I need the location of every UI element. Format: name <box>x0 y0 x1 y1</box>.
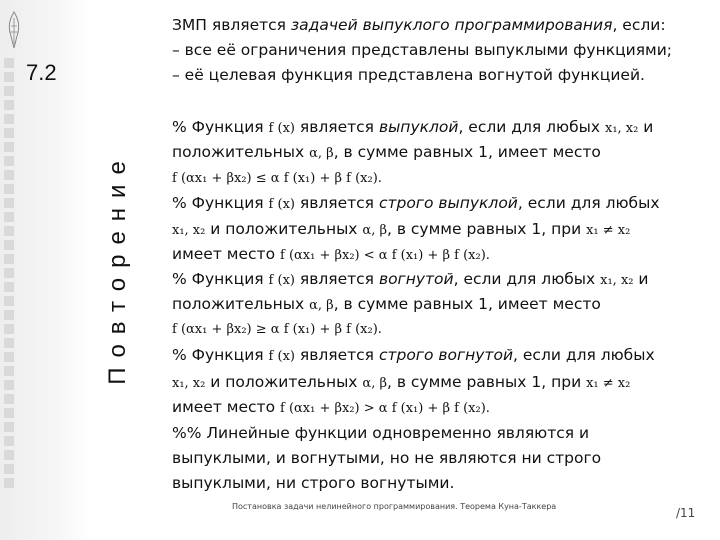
decorative-square <box>4 464 14 474</box>
decorative-square <box>4 212 14 222</box>
def-text: и положительных <box>205 373 363 391</box>
header-line-3: – её целевая функция представлена вогнутой функцией. <box>172 66 645 84</box>
math-fx: f (x) <box>268 197 295 212</box>
header-term: задачей выпуклого программирования <box>290 16 613 34</box>
math-fx: f (x) <box>268 273 295 288</box>
header-text: , если: <box>612 16 666 34</box>
def-strict-concave-line-3 <box>172 398 490 418</box>
math-alpha-beta: α, β <box>362 223 387 238</box>
def-term: строго вогнутой <box>378 346 514 364</box>
def-marker: % Функция <box>172 346 269 364</box>
formula-strict-convex: f (αx₁ + βx₂) < α f (x₁) + β f (x₂). <box>280 248 490 263</box>
vertical-title: Повторение <box>104 151 131 385</box>
logo-icon <box>5 10 23 50</box>
decorative-square <box>4 478 14 488</box>
def-text: , если для любых <box>453 270 601 288</box>
decorative-square <box>4 282 14 292</box>
header-line-1 <box>172 16 666 34</box>
decorative-square <box>4 380 14 390</box>
decorative-square <box>4 310 14 320</box>
decorative-square <box>4 128 14 138</box>
header-line-2: – все её ограничения представлены выпуклыми функциями; <box>172 41 673 59</box>
decorative-square <box>4 86 14 96</box>
decorative-squares-column <box>0 0 22 540</box>
def-marker: % Функция <box>172 194 269 212</box>
decorative-square <box>4 324 14 334</box>
decorative-square <box>4 72 14 82</box>
def-strict-convex-line-3 <box>172 245 490 265</box>
def-text: положительных <box>172 295 310 313</box>
decorative-square <box>4 240 14 250</box>
math-x1x2: x₁, x₂ <box>172 223 206 238</box>
decorative-square <box>4 254 14 264</box>
decorative-square <box>4 268 14 278</box>
decorative-square <box>4 394 14 404</box>
def-text: имеет место <box>172 245 280 263</box>
def-text: положительных <box>172 143 310 161</box>
decorative-square <box>4 142 14 152</box>
math-fx: f (x) <box>268 121 295 136</box>
def-text: , если для любых <box>458 118 605 136</box>
def-convex-line-2 <box>172 143 601 163</box>
def-text: и <box>633 270 649 288</box>
sidebar <box>0 0 90 540</box>
formula-convex: f (αx₁ + βx₂) ≤ α f (x₁) + β f (x₂). <box>172 171 382 186</box>
def-text: является <box>294 346 379 364</box>
note-line-3: выпуклыми, ни строго вогнутыми. <box>172 474 455 492</box>
def-text: является <box>294 118 379 136</box>
math-alpha-beta: α, β <box>309 146 334 161</box>
def-marker: % Функция <box>172 118 269 136</box>
note-line-2: выпуклыми, и вогнутыми, но не являются ни строго <box>172 449 602 467</box>
def-term: вогнутой <box>378 270 454 288</box>
def-text: является <box>294 194 379 212</box>
formula-strict-concave: f (αx₁ + βx₂) > α f (x₁) + β f (x₂). <box>280 401 490 416</box>
decorative-square <box>4 338 14 348</box>
footer-caption: Постановка задачи нелинейного программирования. Теорема Куна-Таккера <box>232 502 557 511</box>
def-strict-concave-line-2 <box>172 373 630 393</box>
def-text: и положительных <box>205 220 363 238</box>
def-text: имеет место <box>172 398 280 416</box>
math-x1x2: x₁, x₂ <box>172 376 206 391</box>
def-term: строго выпуклой <box>378 194 518 212</box>
formula-concave: f (αx₁ + βx₂) ≥ α f (x₁) + β f (x₂). <box>172 322 382 337</box>
math-x1x2: x₁, x₂ <box>600 273 634 288</box>
decorative-square <box>4 114 14 124</box>
decorative-square <box>4 198 14 208</box>
decorative-square <box>4 156 14 166</box>
decorative-square <box>4 436 14 446</box>
def-strict-convex-line-1 <box>172 194 660 214</box>
decorative-square <box>4 184 14 194</box>
def-text: и <box>638 118 654 136</box>
def-text: , в сумме равных 1, при <box>386 220 587 238</box>
def-concave-line-1 <box>172 270 649 290</box>
def-text: , в сумме равных 1, имеет место <box>333 295 601 313</box>
def-concave-line-2 <box>172 295 601 315</box>
def-text: , если для любых <box>517 194 660 212</box>
decorative-square <box>4 422 14 432</box>
section-number: 7.2 <box>26 60 57 85</box>
math-x1-neq-x2: x₁ ≠ x₂ <box>586 376 631 391</box>
def-marker: % Функция <box>172 270 269 288</box>
decorative-square <box>4 100 14 110</box>
header-text: ЗМП является <box>172 16 291 34</box>
decorative-square <box>4 296 14 306</box>
def-text: , в сумме равных 1, при <box>386 373 587 391</box>
decorative-square <box>4 366 14 376</box>
def-text: , если для любых <box>513 346 655 364</box>
def-strict-convex-line-2 <box>172 220 630 240</box>
decorative-square <box>4 170 14 180</box>
math-x1-neq-x2: x₁ ≠ x₂ <box>586 223 631 238</box>
decorative-square <box>4 352 14 362</box>
decorative-square <box>4 58 14 68</box>
math-alpha-beta: α, β <box>362 376 387 391</box>
def-text: , в сумме равных 1, имеет место <box>333 143 601 161</box>
math-fx: f (x) <box>268 349 295 364</box>
note-line-1: %% Линейные функции одновременно являются и <box>172 424 590 442</box>
decorative-square <box>4 450 14 460</box>
decorative-square <box>4 226 14 236</box>
math-x1x2: x₁, x₂ <box>605 121 639 136</box>
math-alpha-beta: α, β <box>309 298 334 313</box>
def-convex-line-1 <box>172 118 653 138</box>
def-text: является <box>294 270 379 288</box>
def-term: выпуклой <box>378 118 459 136</box>
page-number: /11 <box>676 506 696 520</box>
decorative-square <box>4 408 14 418</box>
def-strict-concave-line-1 <box>172 346 655 366</box>
